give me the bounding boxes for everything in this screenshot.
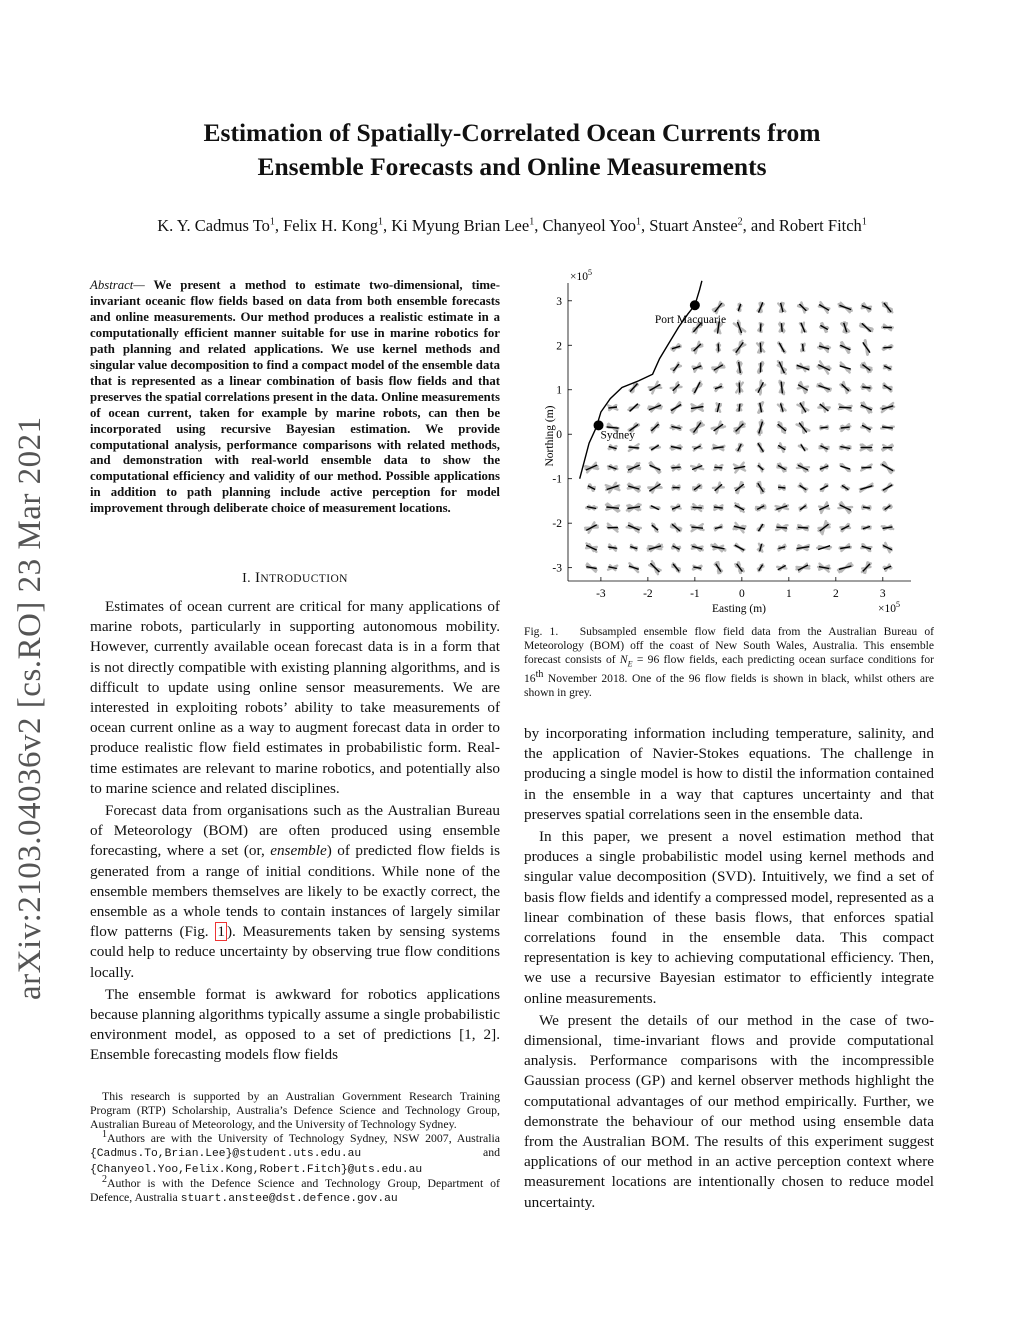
affiliation-footnote-2: $^2$Author is with the Defence Science and Technology Group, Department of Defence, Australia stuart.anstee@dst.defence.gov.au bbox=[90, 1174, 500, 1206]
abstract-lead: Abstract bbox=[90, 278, 134, 292]
right-column-body bbox=[524, 724, 934, 1215]
continued-paragraph: by incorporating information including temperature, salinity, and the application of Navier-Stokes equations. The challenge in producing a single model is how to distil the information contained in the ensemble in a way that captures uncertainty and that preserves spatial correlations seen in the ensemble data. bbox=[524, 725, 934, 823]
x-tick-label: 1 bbox=[785, 588, 792, 600]
intro-paragraph-2: Forecast data from organisations such as the Australian Bureau of Meteorology (BOM) are often produced using ensemble forecasting, where a set (or, ensemble) of predicted flow fields is generated from a range of initial conditions. While none of the ensemble members themselves are likely to be exactly correct, the ensemble as a whole tends to contain instances of largely similar flow patterns (Fig. 1 ). Measurements taken by sensing systems could help to reduce uncertainty by observing true flow conditions locally. bbox=[90, 802, 500, 981]
paper-title bbox=[100, 116, 924, 184]
contribution-paragraph: In this paper, we present a novel estimation method that produces a single probabilistic model using kernel methods and singular value decomposition (SVD). Intuitively, we find a set of basis flow fields and identify a compressed model, represented as a linear combination of these basis flows, that enforces spatial correlations found in the ensemble data. This compact representation is key to achieving computational efficiency. Then, we use a recursive Bayesian estimator to efficiently integrate online measurements. bbox=[524, 828, 934, 1007]
ensemble-arrow-black bbox=[841, 427, 850, 428]
x-tick-label: 0 bbox=[738, 588, 745, 600]
author-name: Chanyeol Yoo bbox=[542, 216, 636, 235]
place-label: Sydney bbox=[600, 429, 636, 442]
ensemble-arrow-black bbox=[883, 347, 891, 348]
figure-caption: Fig. 1. Subsampled ensemble flow field data from the Australian Bureau of Meteorology (BOM) off the coast of New South Wales, Australia. This ensemble forecast consists of $N_E = 96$ flow fields, each predicting ocean surface conditions for 16th November 2018. One of the 96 flow fields is shown in black, whilst others are shown in grey. bbox=[524, 625, 934, 700]
abstract: Abstract— We present a method to estimate two-dimensional, time-invariant oceanic flow fields based on data from both ensemble forecasts and online measurements. Our method produces a realistic estimate in a computationally efficient manner suitable for use in marine robotics for path planning and related applications. We use kernel methods and singular value decomposition to find a compact model of the ensemble data that is represented as a linear combination of basis flow fields and that preserves the spatial correlations present in the data. Online measurements of ocean current, taken for example by marine robots, can then be incorporated using recursive Bayesian estimation. We provide computational analysis, performance comparisons with related methods, and demonstration with real-world ensemble data to show the computational efficiency and validity of our method. Possible applications in addition to path planning include active perception for model improvement through deliberate choice of measurement locations. bbox=[90, 278, 500, 516]
ensemble-arrow-black bbox=[629, 447, 639, 448]
ensemble-arrow-black bbox=[760, 323, 761, 331]
x-tick-label: 2 bbox=[832, 588, 839, 600]
author-affiliation: 2 bbox=[737, 216, 743, 228]
email-group-1[interactable]: {Cadmus.To,Brian.Lee}@student.uts.edu.au bbox=[90, 1147, 362, 1160]
email-anstee[interactable]: stuart.anstee@dst.defence.gov.au bbox=[180, 1193, 398, 1206]
affiliation-footnote-1: $^1$Authors are with the University of Technology Sydney, NSW 2007, Australia {Cadmus.To,Brian.Lee}@student.uts.edu.au and {Chanyeol.Yoo,Felix.Kong,Robert.Fitch}@uts.edu.au bbox=[90, 1128, 500, 1176]
y-tick-label: -3 bbox=[552, 562, 562, 575]
author-affiliation: 1 bbox=[635, 216, 641, 228]
author-affiliation: 1 bbox=[378, 216, 383, 228]
place-label: Port Macquarie bbox=[654, 314, 727, 327]
ensemble-arrow-black bbox=[862, 387, 870, 388]
ensemble-arrow-black bbox=[739, 404, 740, 412]
ensemble-arrow-black bbox=[777, 527, 788, 528]
caption-label: Fig. 1. bbox=[524, 625, 559, 638]
ensemble-arrow-black bbox=[798, 527, 808, 528]
x-tick-label: 3 bbox=[879, 588, 886, 600]
author-affiliation: 1 bbox=[529, 216, 535, 228]
section-title-initial: I bbox=[255, 570, 261, 586]
ensemble-arrow-black bbox=[839, 407, 852, 408]
email-group-2[interactable]: {Chanyeol.Yoo,Felix.Kong,Robert.Fitch}@uts.edu.au bbox=[90, 1163, 423, 1176]
arxiv-identifier: arXiv:2103.04036v2 [cs.RO] 23 Mar 2021 bbox=[12, 416, 48, 1000]
y-tick-label: 3 bbox=[556, 295, 562, 308]
ensemble-arrow-black bbox=[803, 344, 804, 351]
y-exponent: $\times 10^5$ bbox=[570, 268, 592, 283]
y-tick-label: 1 bbox=[556, 384, 562, 397]
author-affiliation: 1 bbox=[861, 216, 867, 228]
ensemble-arrow-black bbox=[739, 382, 740, 392]
ensemble-emphasis: ensemble bbox=[270, 842, 327, 860]
place-marker bbox=[690, 300, 700, 310]
coastline bbox=[580, 281, 702, 479]
author-name: K. Y. Cadmus To bbox=[157, 216, 270, 235]
author-list: K. Y. Cadmus To$^1$, Felix H. Kong$^1$, Ki Myung Brian Lee$^1$, Chanyeol Yoo$^1$, Stuart Anstee$^2$, and Robert Fitch$^1$ bbox=[157, 216, 867, 235]
x-tick-label: -3 bbox=[596, 588, 606, 600]
ensemble-arrow-black bbox=[714, 467, 722, 468]
abstract-text: We present a method to estimate two-dimensional, time-invariant oceanic flow fields based on data from both ensemble forecasts and online measurements. Our method produces a realistic estimate in a computationally efficient manner suitable for use in marine robotics for path planning and related applications. We use kernel methods and singular value decomposition to find a compact model of the ensemble data that is represented as a linear combination of basis flow fields and that preserves the spatial correlations present in the data. Online measurements of ocean current, taken for example by marine robots, can then be incorporated using recursive Bayesian estimation. We provide computational analysis, performance comparisons with related methods, and demonstration with real-world ensemble data to show the computational efficiency and validity of our method. Possible applications in addition to path planning include active perception for model improvement through deliberate choice of measurement locations. bbox=[90, 278, 500, 516]
ensemble-arrow-black bbox=[781, 323, 782, 332]
y-tick-label: -1 bbox=[552, 473, 562, 486]
section-number: I. bbox=[242, 571, 252, 586]
author-name: Stuart Anstee bbox=[649, 216, 738, 235]
ensemble-arrow-black bbox=[760, 343, 761, 353]
outline-paragraph: We present the details of our method in the case of two-dimensional, time-invariant flows and provide computational analysis. Performance comparisons with the incompressible Gaussian process (GP) and kernel observer methods highlight the computational advantages of our method empirically. Further, we demonstrate the behaviour of our method using ensemble data from the Australian BOM. The results of this experiment suggest applications of our method in an active perception context where measurement locations are intentionally chosen to reduce model uncertainty. bbox=[524, 1011, 934, 1211]
x-axis-label: Easting (m) bbox=[712, 603, 766, 615]
y-axis-label: Northing (m) bbox=[544, 405, 556, 467]
ensemble-arrow-black bbox=[778, 487, 785, 488]
section-title-rest: NTRODUCTION bbox=[260, 573, 348, 585]
intro-paragraph-3: The ensemble format is awkward for robotics applications because planning algorithms typically assume a single probabilistic environment model, as opposed to a set of predictions [1, 2]. Ensemble forecasting models flow fields bbox=[90, 985, 500, 1064]
figure-ensemble-flow-field bbox=[522, 268, 942, 624]
x-tick-label: -1 bbox=[690, 588, 700, 600]
ensemble-arrow-black bbox=[820, 427, 827, 428]
footnotes bbox=[90, 1090, 500, 1207]
y-tick-label: 0 bbox=[556, 429, 562, 442]
funding-footnote: This research is supported by an Australian Government Research Training Program (RTP) Scholarship, Australia’s Defence Science and Technology Group, Australian Bureau of Meteorology, and the University of Technology Sydney. bbox=[90, 1089, 500, 1131]
author-name: and Robert Fitch bbox=[750, 216, 862, 235]
ensemble-arrow-black bbox=[693, 507, 702, 508]
ensemble-arrow-black bbox=[861, 467, 871, 468]
author-name: Felix H. Kong bbox=[283, 216, 378, 235]
figure-reference-link[interactable]: 1 bbox=[217, 923, 225, 941]
intro-paragraph-1: Estimates of ocean current are critical for many applications of marine robots, particularly in supporting autonomous mobility. However, currently available ocean forecast data is in a form that is not directly compatible with existing planning algorithms, and is difficult to update using online sensor measurements. We are interested in exploiting robots’ ability to take measurements of ocean current online as a way to augment forecast data in order to produce realistic flow field estimates in probabilistic form. Real-time estimates are relevant to marine robotics, and potentially also to marine science and related disciplines. bbox=[90, 598, 500, 797]
ensemble-arrow-black bbox=[714, 507, 723, 508]
x-tick-label: -2 bbox=[643, 588, 653, 600]
title-line-2: Ensemble Forecasts and Online Measurements bbox=[257, 152, 767, 181]
section-heading bbox=[90, 570, 500, 587]
left-column-body bbox=[90, 597, 500, 1068]
title-line-1: Estimation of Spatially-Correlated Ocean Currents from bbox=[203, 118, 821, 147]
y-tick-label: 2 bbox=[556, 340, 562, 353]
ensemble-arrow-black bbox=[671, 467, 680, 468]
x-exponent: $\times 10^5$ bbox=[878, 600, 900, 615]
author-name: Ki Myung Brian Lee bbox=[391, 216, 530, 235]
y-tick-label: -2 bbox=[552, 518, 562, 531]
author-affiliation: 1 bbox=[269, 216, 275, 228]
ensemble-size-symbol: N bbox=[619, 653, 628, 667]
